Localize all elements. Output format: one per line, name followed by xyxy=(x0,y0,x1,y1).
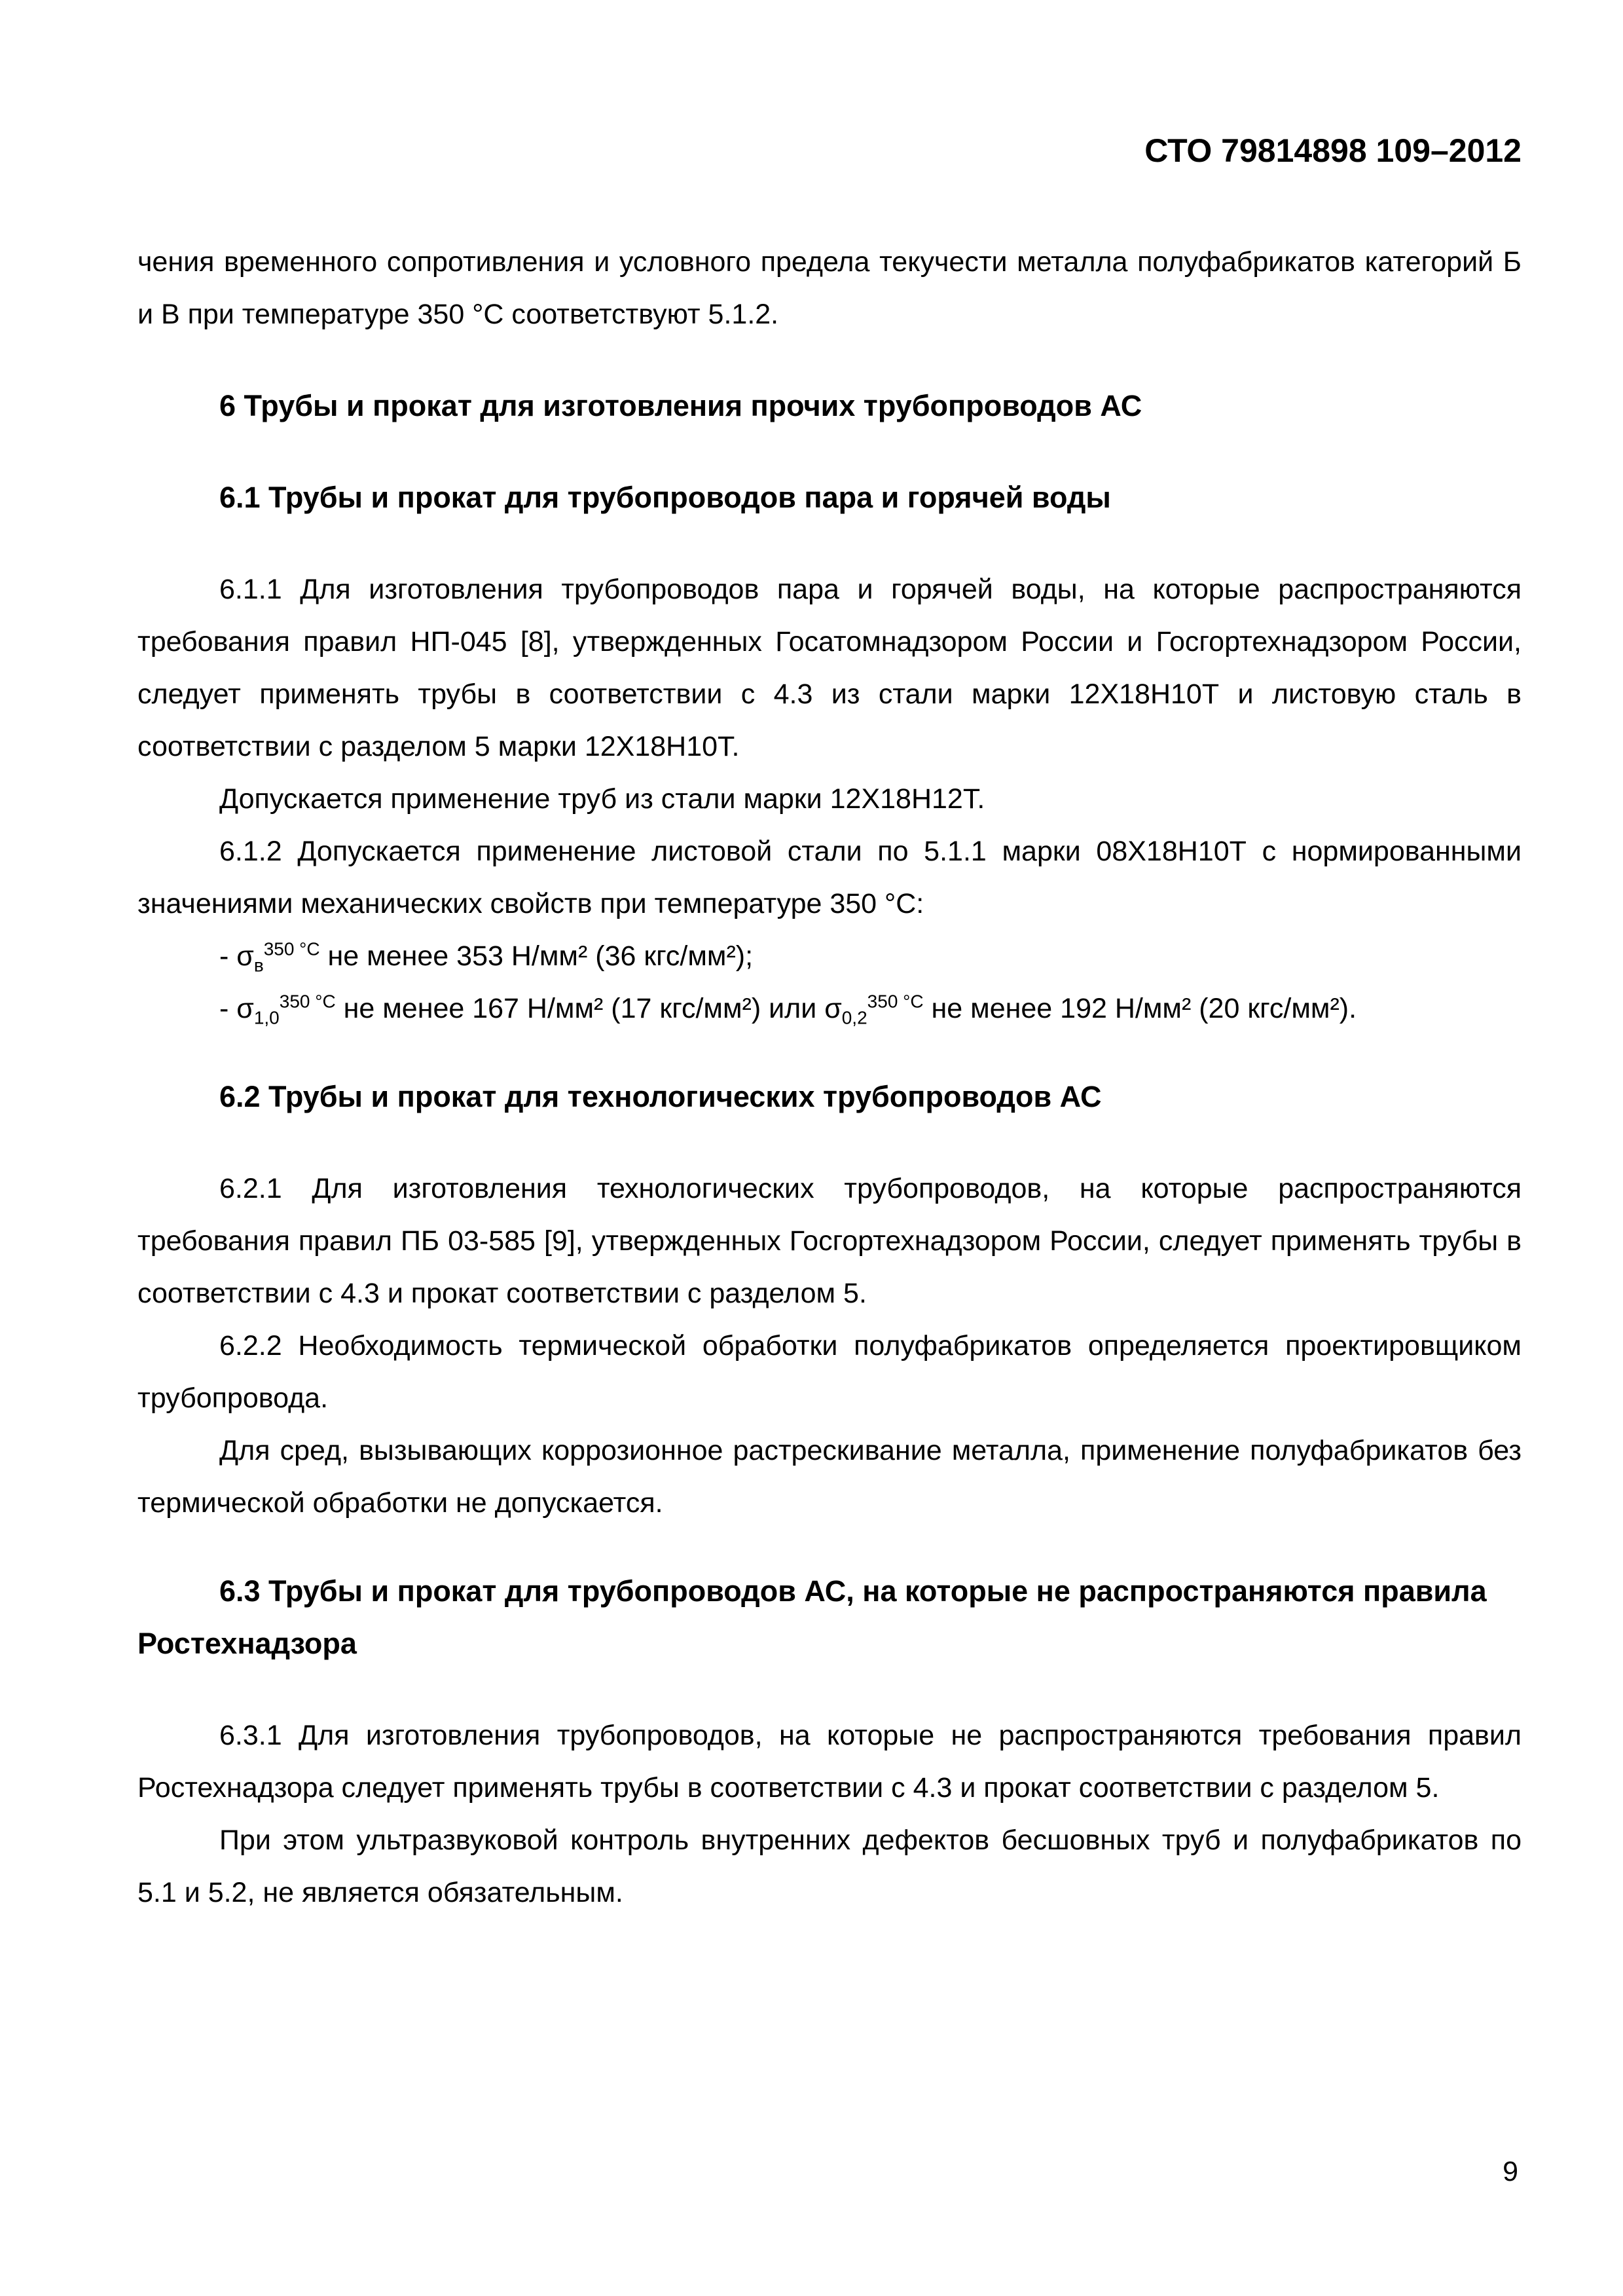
section-6-3-title: 6.3 Трубы и прокат для трубопроводов АС, на которые не распространяются правила Ростехнадзора xyxy=(137,1574,1487,1660)
formula-superscript: 350 °С xyxy=(279,991,336,1012)
paragraph-6-2-2: 6.2.2 Необходимость термической обработки полуфабрикатов определяется проектировщиком трубопровода. xyxy=(137,1330,1522,1414)
formula-superscript: 350 °С xyxy=(867,991,924,1012)
paragraph-6-2-2-note: Для сред, вызывающих коррозионное растрескивание металла, применение полуфабрикатов без термической обработки не допускается. xyxy=(137,1435,1522,1519)
intro-paragraph: чения временного сопротивления и условного предела текучести металла полуфабрикатов категорий Б и В при температуре 350 °С соответствуют 5.1.2. xyxy=(137,246,1522,330)
page-number: 9 xyxy=(1503,2156,1518,2187)
formula-superscript: 350 °С xyxy=(263,938,320,959)
formula-text: не менее 167 Н/мм² (17 кгс/мм²) или σ xyxy=(335,993,842,1024)
formula-text: не менее 353 Н/мм² (36 кгс/мм²); xyxy=(319,940,754,972)
paragraph-6-1-2: 6.1.2 Допускается применение листовой стали по 5.1.1 марки 08Х18Н10Т с нормированными значениями механических свойств при температуре 350 °С: xyxy=(137,836,1522,919)
paragraph-6-2-1: 6.2.1 Для изготовления технологических трубопроводов, на которые распространяются требования правил ПБ 03-585 [9], утвержденных Госгортехнадзором России, следует применять трубы в соответствии с 4.3 и прокат соответствии с разделом 5. xyxy=(137,1173,1522,1309)
formula-sigma-1-0 xyxy=(137,982,1522,1035)
page-body xyxy=(137,236,1522,1919)
section-6-title: 6 Трубы и прокат для изготовления прочих трубопроводов АС xyxy=(219,389,1142,422)
formula-text: не менее 192 Н/мм² (20 кгс/мм²). xyxy=(923,993,1357,1024)
document-code: СТО 79814898 109–2012 xyxy=(1144,132,1522,169)
formula-subscript: в xyxy=(253,955,264,976)
paragraph-6-3-1: 6.3.1 Для изготовления трубопроводов, на которые не распространяются требования правил Ростехнадзора следует применять трубы в соответствии с 4.3 и прокат соответствии с разделом 5. xyxy=(137,1720,1522,1804)
formula-subscript: 1,0 xyxy=(253,1007,280,1028)
formula-symbol: - σ xyxy=(219,993,254,1024)
formula-sigma-v xyxy=(137,930,1522,982)
paragraph-6-1-1-note: Допускается применение труб из стали марки 12Х18Н12Т. xyxy=(219,783,985,815)
section-6-2-title: 6.2 Трубы и прокат для технологических трубопроводов АС xyxy=(219,1080,1102,1113)
formula-symbol: - σ xyxy=(219,940,254,972)
section-6-1-title: 6.1 Трубы и прокат для трубопроводов пара и горячей воды xyxy=(219,481,1111,514)
formula-subscript: 0,2 xyxy=(841,1007,867,1028)
paragraph-6-3-1-note: При этом ультразвуковой контроль внутренних дефектов бесшовных труб и полуфабрикатов по 5.1 и 5.2, не является обязательным. xyxy=(137,1824,1522,1908)
paragraph-6-1-1: 6.1.1 Для изготовления трубопроводов пара и горячей воды, на которые распространяются требования правил НП-045 [8], утвержденных Госатомнадзором России и Госгортехнадзором России, следует применять трубы в соответствии с 4.3 из стали марки 12Х18Н10Т и листовую сталь в соответствии с разделом 5 марки 12Х18Н10Т. xyxy=(137,574,1522,762)
